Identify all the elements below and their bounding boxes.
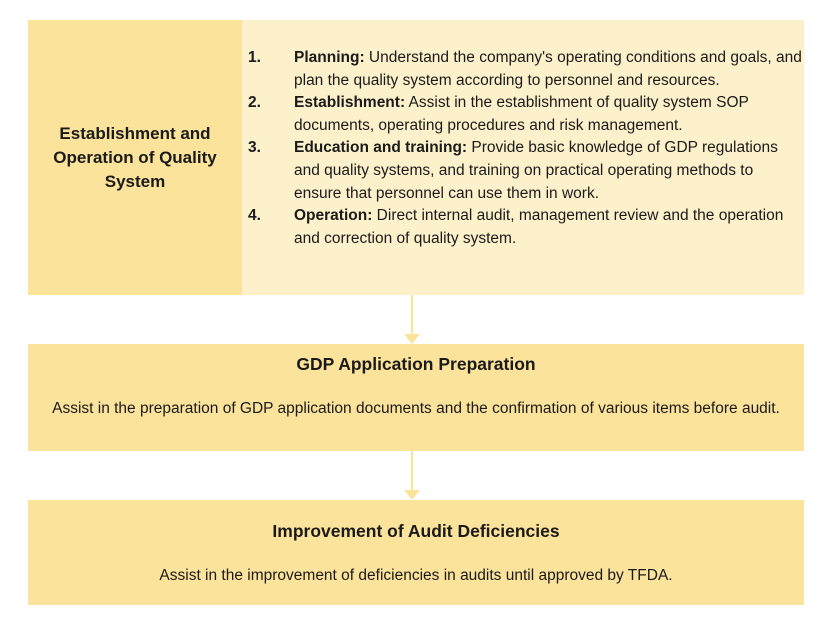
step-number: 3.	[248, 139, 261, 157]
step-item-operation	[242, 205, 804, 250]
stage-establishment-title: Establishment and Operation of Quality System	[53, 123, 217, 191]
step-item-establishment	[242, 92, 804, 137]
stage-gdp-application-title: GDP Application Preparation	[296, 354, 536, 374]
arrow-head	[404, 334, 420, 344]
step-body	[294, 47, 804, 92]
step-item-education	[242, 137, 804, 205]
steps-list	[242, 47, 804, 250]
step-text: Assist in the establishment of quality system SOP documents, operating procedures and risk management.	[294, 94, 749, 134]
step-item-planning	[242, 47, 804, 92]
stage-gdp-application-box	[28, 344, 804, 451]
stage-establishment-box	[28, 20, 804, 295]
step-title: Education and training:	[294, 139, 468, 157]
stage-establishment-steps-cell	[242, 20, 804, 295]
flow-arrow-down-icon	[404, 451, 420, 500]
step-number: 2.	[248, 94, 261, 112]
arrow-head	[404, 490, 420, 500]
step-title: Operation:	[294, 207, 373, 225]
arrow-shaft	[411, 451, 413, 491]
step-text: Direct internal audit, management review and the operation and correction of quality system.	[294, 207, 784, 247]
stage-establishment-title-cell	[28, 20, 242, 295]
stage-audit-improvement-title: Improvement of Audit Deficiencies	[272, 521, 560, 541]
step-text: Understand the company's operating conditions and goals, and plan the quality system according to personnel and resources.	[294, 49, 802, 89]
step-body	[294, 205, 804, 250]
step-number: 4.	[248, 207, 261, 225]
step-text: Provide basic knowledge of GDP regulations and quality systems, and training on practical operating methods to ensure that personnel can use them in work.	[294, 139, 778, 202]
stage-gdp-application-text: Assist in the preparation of GDP application documents and the confirmation of various items before audit.	[52, 400, 780, 417]
step-body	[294, 137, 804, 205]
stage-audit-improvement-box	[28, 500, 804, 605]
step-number: 1.	[248, 49, 261, 66]
step-title: Planning:	[294, 49, 365, 66]
flow-arrow-down-icon	[404, 295, 420, 344]
stage-audit-improvement-text: Assist in the improvement of deficiencies in audits until approved by TFDA.	[159, 567, 673, 584]
step-title: Establishment:	[294, 94, 406, 112]
step-body	[294, 92, 804, 137]
arrow-shaft	[411, 295, 413, 335]
